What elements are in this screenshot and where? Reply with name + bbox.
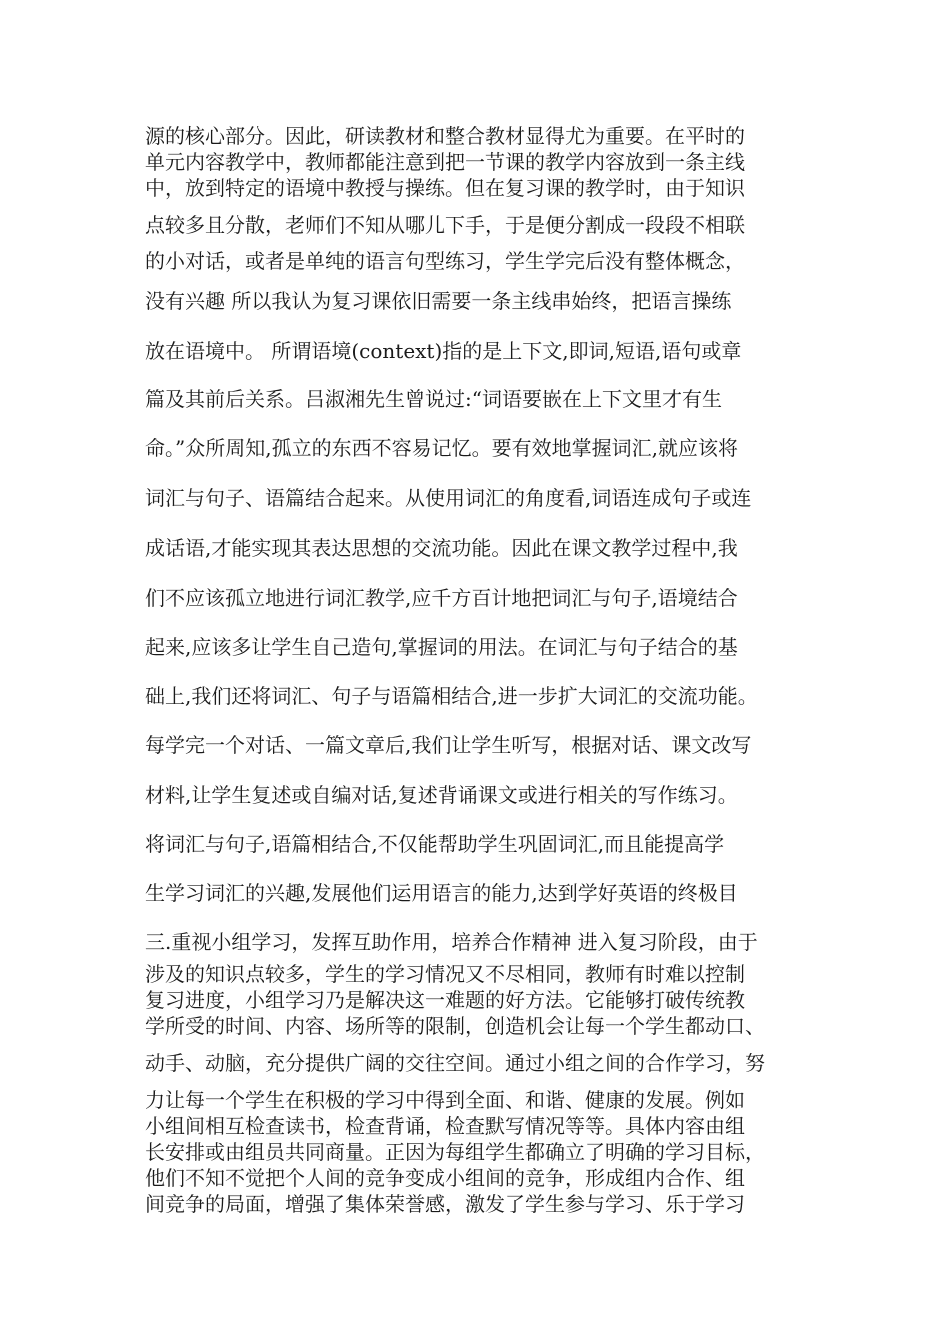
text-line: 单元内容教学中，教师都能注意到把一节课的教学内容放到一条主线 bbox=[145, 150, 745, 174]
text-line: 长安排或由组员共同商量。正因为每组学生都确立了明确的学习目标， bbox=[145, 1140, 765, 1164]
text-line: 没有兴趣 所以我认为复习课依旧需要一条主线串始终，把语言操练 bbox=[145, 289, 732, 313]
text-line: 将词汇与句子,语篇相结合,不仅能帮助学生巩固词汇,而且能提高学 bbox=[145, 832, 725, 856]
text-line: 间竞争的局面，增强了集体荣誉感，激发了学生参与学习、乐于学习 bbox=[145, 1192, 745, 1216]
text-line: 命。”众所周知,孤立的东西不容易记忆。要有效地掌握词汇,就应该将 bbox=[145, 436, 738, 460]
text-line: 复习进度，小组学习乃是解决这一难题的好方法。它能够打破传统教 bbox=[145, 988, 745, 1012]
text-line: 中，放到特定的语境中教授与操练。但在复习课的教学时，由于知识 bbox=[145, 176, 745, 200]
text-line: 放在语境中。 所谓语境(context)指的是上下文,即词,短语,语句或章 bbox=[145, 339, 742, 363]
text-line: 篇及其前后关系。吕淑湘先生曾说过:“词语要嵌在上下文里才有生 bbox=[145, 387, 722, 411]
text-line: 动手、动脑，充分提供广阔的交往空间。通过小组之间的合作学习，努 bbox=[145, 1051, 765, 1075]
text-line: 生学习词汇的兴趣,发展他们运用语言的能力,达到学好英语的终极目 bbox=[145, 881, 738, 905]
text-line: 础上,我们还将词汇、句子与语篇相结合,进一步扩大词汇的交流功能。 bbox=[145, 684, 758, 708]
text-line: 源的核心部分。因此，研读教材和整合教材显得尤为重要。在平时的 bbox=[145, 124, 745, 148]
text-line: 点较多且分散，老师们不知从哪儿下手，于是便分割成一段段不相联 bbox=[145, 213, 745, 237]
text-line: 的小对话，或者是单纯的语言句型练习，学生学完后没有整体概念， bbox=[145, 249, 745, 273]
text-line: 他们不知不觉把个人间的竞争变成小组间的竞争，形成组内合作、组 bbox=[145, 1166, 745, 1190]
text-line: 学所受的时间、内容、场所等的限制，创造机会让每一个学生都动口、 bbox=[145, 1014, 765, 1038]
text-line: 材料,让学生复述或自编对话,复述背诵课文或进行相关的写作练习。 bbox=[145, 783, 738, 807]
text-line: 涉及的知识点较多，学生的学习情况又不尽相同，教师有时难以控制 bbox=[145, 962, 745, 986]
text-line: 三.重视小组学习，发挥互助作用，培养合作精神 进入复习阶段，由于 bbox=[145, 930, 758, 954]
text-line: 每学完一个对话、一篇文章后,我们让学生听写，根据对话、课文改写 bbox=[145, 733, 752, 757]
text-line: 起来,应该多让学生自己造句,掌握词的用法。在词汇与句子结合的基 bbox=[145, 635, 738, 659]
text-line: 词汇与句子、语篇结合起来。从使用词汇的角度看,词语连成句子或连 bbox=[145, 486, 752, 510]
text-line: 成话语,才能实现其表达思想的交流功能。因此在课文教学过程中,我 bbox=[145, 536, 738, 560]
text-line: 力让每一个学生在积极的学习中得到全面、和谐、健康的发展。例如 bbox=[145, 1088, 745, 1112]
text-line: 们不应该孤立地进行词汇教学,应千方百计地把词汇与句子,语境结合 bbox=[145, 586, 738, 610]
text-line: 小组间相互检查读书，检查背诵，检查默写情况等等。具体内容由组 bbox=[145, 1114, 745, 1138]
